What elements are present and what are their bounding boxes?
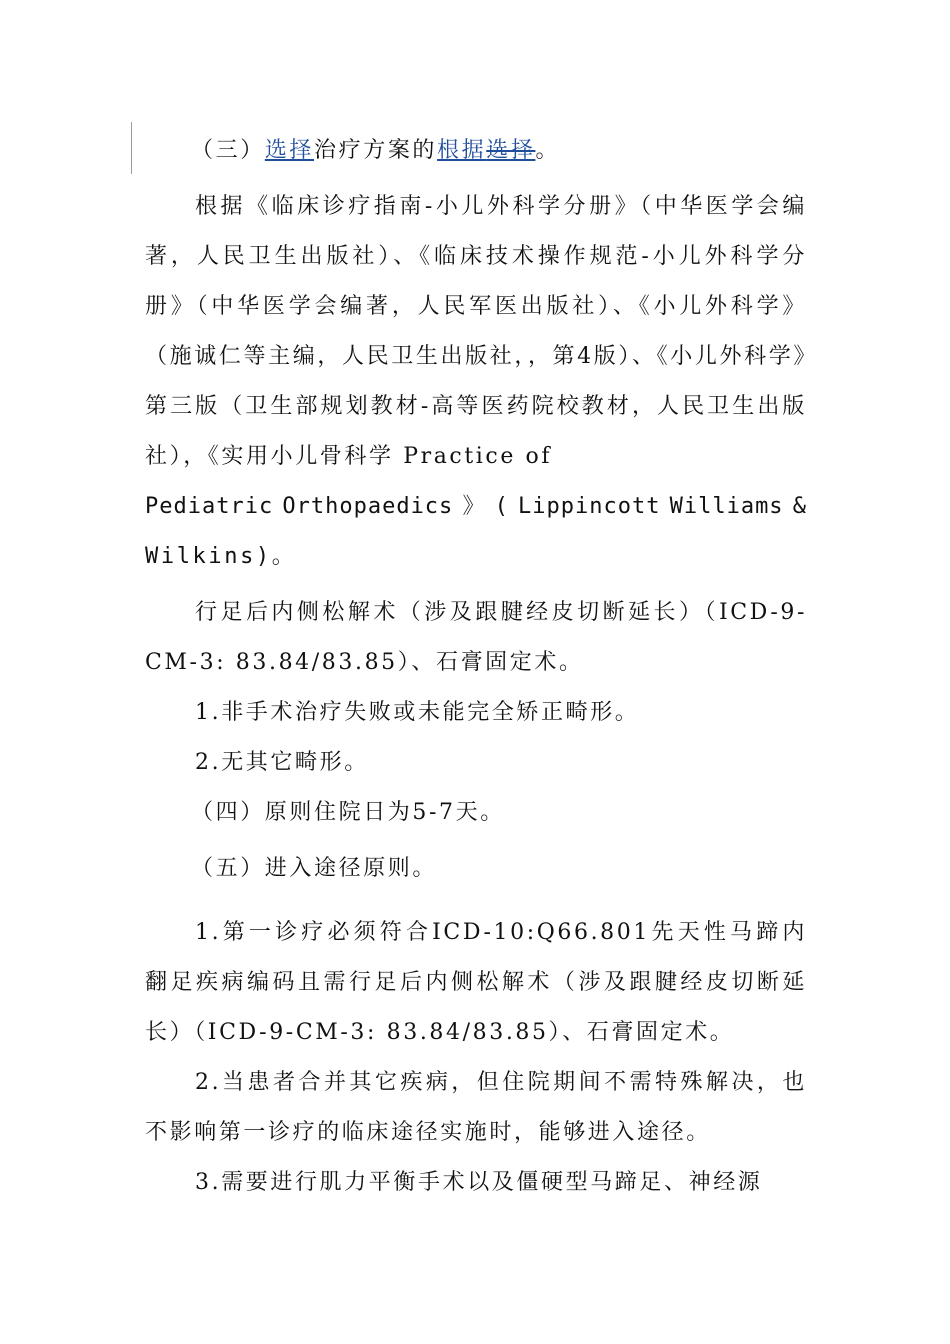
ref-word: Orthopaedics xyxy=(282,494,454,519)
tracked-insertion[interactable]: 选择 xyxy=(264,138,315,163)
basis-tail: Wilkins)。 xyxy=(145,544,297,569)
entry-criterion-3: 3.需要进行肌力平衡手术以及僵硬型马蹄足、神经源 xyxy=(195,1170,763,1195)
section-3-heading xyxy=(145,126,807,176)
procedure-paragraph: 行足后内侧松解术（涉及跟腱经皮切断延长）（ICD-9-CM-3: 83.84/83.85）、石膏固定术。 xyxy=(145,600,807,675)
ref-word: 》 xyxy=(462,494,486,519)
ref-word: & xyxy=(792,494,807,519)
section-3-end: 。 xyxy=(535,138,561,163)
ref-word: ( xyxy=(494,494,509,519)
ref-word: Lippincott xyxy=(518,494,661,519)
condition-2: 2.无其它畸形。 xyxy=(195,750,369,775)
section-3-open: （三） xyxy=(191,138,265,163)
section-3-middle: 治疗方案的 xyxy=(314,138,438,163)
reference-line xyxy=(145,482,807,532)
ref-word: Williams xyxy=(669,494,784,519)
section-4-heading: （四）原则住院日为5-7天。 xyxy=(191,800,505,825)
condition-1: 1.非手术治疗失败或未能完全矫正畸形。 xyxy=(195,700,640,725)
ref-word: Pediatric xyxy=(145,494,274,519)
section-5-heading: （五）进入途径原则。 xyxy=(191,856,438,881)
basis-paragraph: 根据《临床诊疗指南-小儿外科学分册》（中华医学会编著，人民卫生出版社）、《临床技术操作规范-小儿外科学分册》（中华医学会编著，人民军医出版社）、《小儿外科学》（施诚仁等主编，人民卫生出版社，，第4版）、《小儿外科学》第三版（卫生部规划教材-高等医药院校教材，人民卫生出版社），《实用小儿骨科学 Practice of xyxy=(145,194,807,469)
tracked-insertion[interactable]: 根据 xyxy=(437,138,487,163)
revision-change-bar xyxy=(131,122,132,174)
tracked-deletion[interactable]: 选择 xyxy=(486,138,536,163)
document-body xyxy=(145,126,807,1208)
entry-criterion-2: 2.当患者合并其它疾病，但住院期间不需特殊解决，也不影响第一诊疗的临床途径实施时，能够进入途径。 xyxy=(145,1070,807,1145)
entry-criterion-1: 1.第一诊疗必须符合ICD-10:Q66.801先天性马蹄内翻足疾病编码且需行足后内侧松解术（涉及跟腱经皮切断延长）（ICD-9-CM-3: 83.84/83.85）、石膏固定术。 xyxy=(145,920,807,1045)
